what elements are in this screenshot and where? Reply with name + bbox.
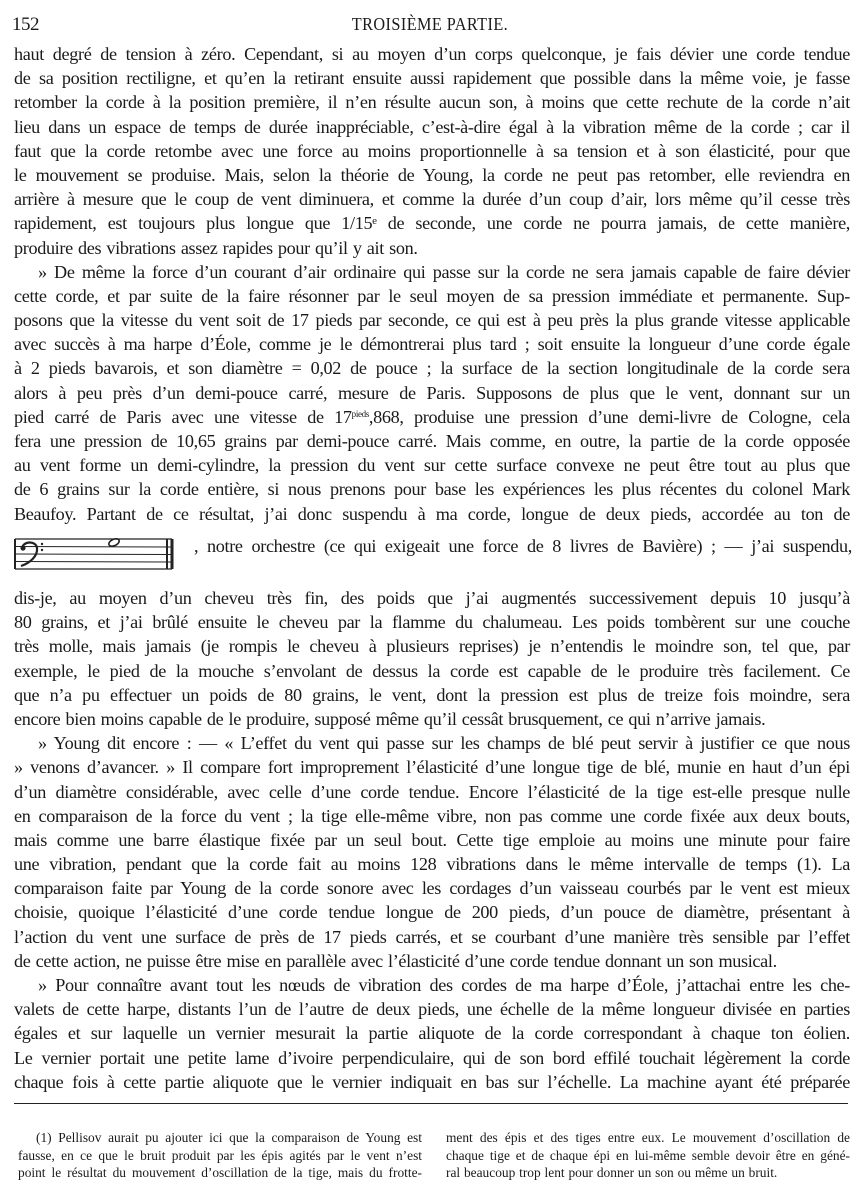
footnote-line: chaque tige et de chaque épi en lui-même semble devoir être en géné- bbox=[446, 1147, 850, 1163]
text-line: rapidement, est toujours plus longue que 1/15ᵉ de seconde, une corde ne pourra jamais, de cette manière, bbox=[14, 213, 850, 234]
text-line: , notre orchestre (ce qui exigeait une force de 8 livres de Bavière) ; — j’ai suspendu, bbox=[194, 536, 852, 556]
text-line: fera une pression de 10,65 grains par demi-pouce carré. Mais comme, en outre, la partie de la corde opposée bbox=[14, 431, 850, 451]
text-line: 80 grains, et j’ai brûlé ensuite le cheveu par la flamme du chalumeau. Les poids tombèrent sur une couche bbox=[14, 612, 850, 633]
text-line: exemple, le pied de la mouche s’envolant de dessus la corde est capable de le produire très facilement. Ce bbox=[14, 660, 850, 681]
text-line: de cette action, ne puisse être mise en parallèle avec l’élasticité d’une corde tendue donnant un son musical. bbox=[14, 950, 777, 971]
text-line: choisie, quoique l’élasticité d’une corde tendue longue de 200 pieds, d’un pouce de diamètre, présentant à bbox=[14, 902, 850, 923]
text-line: Le vernier portait une petite lame d’ivoire perpendiculaire, qui de son bord effilé touchait légèrement la corde bbox=[14, 1047, 850, 1068]
text-line: haut degré de tension à zéro. Cependant, si au moyen d’un corps quelconque, je fais dévier une corde tendue bbox=[14, 44, 850, 64]
text-line: » De même la force d’un courant d’air ordinaire qui passe sur la corde ne sera jamais capable de faire dévier bbox=[38, 261, 850, 282]
text-line: que n’a pu effectuer un poids de 80 grains, le vent, dont la pression est plus de treize fois moindre, sera bbox=[14, 684, 850, 705]
text-line: dis-je, au moyen d’un cheveu très fin, des poids que j’ai augmentés successivement depuis 10 jusqu’à bbox=[14, 588, 850, 608]
text-line: une vibration, pendant que la corde fait au moins 128 vibrations dans le même intervalle de temps (1). La bbox=[14, 854, 850, 875]
text-line: arrière à mesure que le coup de vent diminuera, et comme la durée d’un coup d’air, lors même qu’il cesse très bbox=[14, 189, 850, 210]
text-line: en comparaison de la force du vent ; la tige elle-même vibre, non pas comme une corde fixée aux deux bouts, bbox=[14, 805, 850, 826]
text-line: très molle, mais jamais (je rompis le cheveu à plusieurs reprises) je n’entendis le moindre son, tel que, par bbox=[14, 636, 850, 657]
text-line: retomber la corde à la position première, il n’en résulte aucun son, à moins que cette rechute de la corde n’ait bbox=[14, 92, 850, 113]
text-line: d’un diamètre considérable, avec celle d’une corde tendue. Encore l’élasticité de la tige est-elle presque nulle bbox=[14, 781, 850, 802]
text-line: » venons d’avancer. » Il compare fort improprement l’élasticité d’une longue tige de blé, munie en haut d’un épi bbox=[14, 757, 850, 778]
text-line: lieu dans un espace de temps de durée inappréciable, c’est-à-dire égal à la vibration même de la corde ; car il bbox=[14, 116, 850, 137]
page-number: 152 bbox=[12, 14, 39, 35]
text-line: à 2 pieds bavarois, et son diamètre = 0,02 de pouce ; la surface de la section longitudinale de la corde sera bbox=[14, 358, 850, 379]
text-line: l’action du vent une surface de près de 17 pieds carrés, et se courbant d’une manière très sensible par l’effet bbox=[14, 926, 850, 947]
running-head: TROISIÈME PARTIE. bbox=[351, 14, 509, 34]
text-line: mais comme une barre élastique fixée par un seul bout. Cette tige emploie au moins une minute pour faire bbox=[14, 829, 850, 850]
text-line: encore bien moins capable de le produire, supposé même qu’il cessât brusquement, ce qui n’arrive jamais. bbox=[14, 708, 766, 729]
footnote-column-left bbox=[18, 1129, 422, 1182]
text-line-with-superscript bbox=[14, 405, 850, 429]
music-notation-row bbox=[12, 528, 852, 568]
footnote-line: (1) Pellisov aurait pu ajouter ici que la comparaison de Young est bbox=[36, 1130, 422, 1145]
music-staff bbox=[12, 535, 180, 571]
text-line: alors à peu près d’un demi-pouce carré, mesure de Paris. Supposons de plus que le vent, donnant sur un bbox=[14, 382, 850, 403]
text-segment: ,868, produise une pression d’une demi-livre de Cologne, cela bbox=[368, 406, 850, 427]
text-line: avec succès à ma harpe d’Éole, comme je le démontrerai plus tard ; soit ensuite la longueur d’une corde égale bbox=[14, 334, 850, 355]
footnote-line: ral beaucoup trop lent pour donner un son ou même un bruit. bbox=[446, 1165, 778, 1180]
footnotes bbox=[18, 1129, 850, 1182]
text-line: cette corde, et par suite de la faire résonner par le seul moyen de sa pression immédiate et permanente. Sup- bbox=[14, 285, 850, 306]
text-line: égales et sur laquelle un vernier mesurait la partie aliquote de la corde correspondant à chaque ton éolien. bbox=[14, 1023, 850, 1044]
body-text-block-1 bbox=[14, 42, 850, 526]
text-line: » Young dit encore : — « L’effet du vent qui passe sur les champs de blé peut servir à justifier ce que nous bbox=[38, 733, 850, 754]
footnote-line: point le résultat du mouvement d’oscillation de la tige, mais du frotte- bbox=[18, 1165, 422, 1180]
text-line: posons que la vitesse du vent soit de 17 pieds par seconde, ce qui est à peu près la plus grande vitesse applicable bbox=[14, 310, 850, 331]
text-line: » Pour connaître avant tout les nœuds de vibration des cordes de ma harpe d’Éole, j’attachai entre les che- bbox=[38, 975, 850, 995]
text-line: comparaison faite par Young de la corde sonore avec les cordages d’un vaisseau courbés par le vent est mieux bbox=[14, 878, 850, 899]
superscript-unit: pieds bbox=[351, 408, 369, 419]
body-text-block-2 bbox=[14, 586, 850, 1094]
footnote-line: fausse, en ce que le bruit produit par les épis agités par le vent n’est bbox=[18, 1147, 422, 1163]
text-line: faut que la corde retombe avec une force au moins proportionnelle à sa tension et à son élasticité, pour que bbox=[14, 140, 850, 161]
text-line: au vent forme un demi-cylindre, la pression du vent sur cette surface convexe ne peut être tout au plus que bbox=[14, 455, 850, 476]
text-line: produire des vibrations assez rapides pour qu’il y ait son. bbox=[14, 237, 418, 258]
footnote-line: ment des épis et des tiges entre eux. Le mouvement d’oscillation de bbox=[446, 1130, 850, 1145]
text-line: chaque fois à cette partie aliquote que le vernier indiquait en bas sur l’échelle. La machine ayant été préparée bbox=[14, 1071, 850, 1092]
footnote-column-right bbox=[446, 1129, 850, 1182]
text-line: Beaufoy. Partant de ce résultat, j’ai donc suspendu à ma corde, longue de deux pieds, accordée au ton de bbox=[14, 503, 850, 524]
text-line: de sa position rectiligne, et qu’en la retirant ensuite aussi rapidement que possible dans la même voie, je fasse bbox=[14, 68, 850, 89]
footnote-divider bbox=[14, 1103, 848, 1104]
text-line: de 6 grains sur la corde entière, si nous prenons pour base les expériences les plus récentes du colonel Mark bbox=[14, 479, 850, 500]
text-segment: pied carré de Paris avec une vitesse de 17 bbox=[14, 406, 352, 427]
text-line: valets de cette harpe, distants l’un de l’autre de deux pieds, une échelle de la même longueur divisée en parties bbox=[14, 999, 850, 1020]
page-header bbox=[12, 14, 848, 38]
text-line: le mouvement se produise. Mais, selon la théorie de Young, la corde ne peut pas retomber, elle reviendra en bbox=[14, 164, 850, 185]
